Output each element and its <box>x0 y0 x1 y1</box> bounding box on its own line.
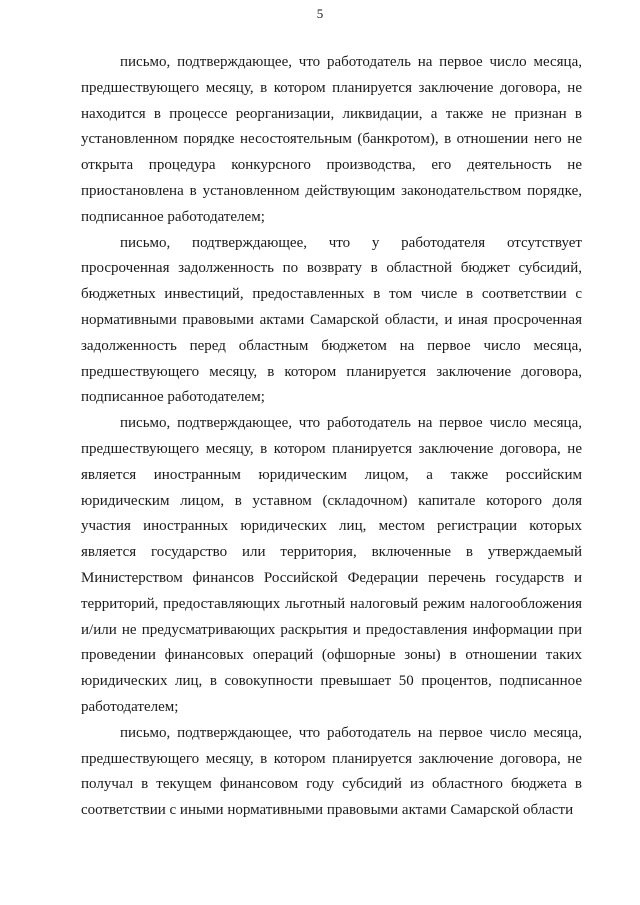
paragraph-4: письмо, подтверждающее, что работодатель на первое число месяца, предшествующего месяцу, в котором планируется заключение договора, не получал в текущем финансовом году субсидий из областного бюджета в соответствии с иными нормативными правовыми актами Самарской области <box>81 724 582 819</box>
paragraph-2: письмо, подтверждающее, что у работодателя отсутствует просроченная задолженность по возврату в областной бюджет субсидий, бюджетных инвестиций, предоставленных в том числе в соответствии с нормативными правовыми актами Самарской области, и иная просроченная задолженность перед областным бюджетом на первое число месяца, предшествующего месяцу, в котором планируется заключение договора, подписанное работодателем; <box>81 234 582 406</box>
paragraph-1: письмо, подтверждающее, что работодатель на первое число месяца, предшествующего месяцу, в котором планируется заключение договора, не находится в процессе реорганизации, ликвидации, а также не признан в установленном порядке несостоятельным (банкротом), в отношении него не открыта процедура конкурсного производства, его деятельность не приостановлена в установленном действующим законодательством порядке, подписанное работодателем; <box>81 54 582 225</box>
page-number: 5 <box>316 6 324 21</box>
paragraph-3: письмо, подтверждающее, что работодатель на первое число месяца, предшествующего месяцу, в котором планируется заключение договора, не является иностранным юридическим лицом, а также российским юридическим лицом, в уставном (складочном) капитале которого доля участия иностранных юридических лиц, местом регистрации которых является государство или территория, включенные в утверждаемый Министерством финансов Российской Федерации перечень государств и территорий, предоставляющих льготный налоговый режим налогообложения и/или не предусматривающих раскрытия и предоставления информации при проведении финансовых операций (офшорные зоны) в отношении таких юридических лиц, в совокупности превышает 50 процентов, подписанное работодателем; <box>81 415 582 715</box>
document-body <box>81 50 582 824</box>
